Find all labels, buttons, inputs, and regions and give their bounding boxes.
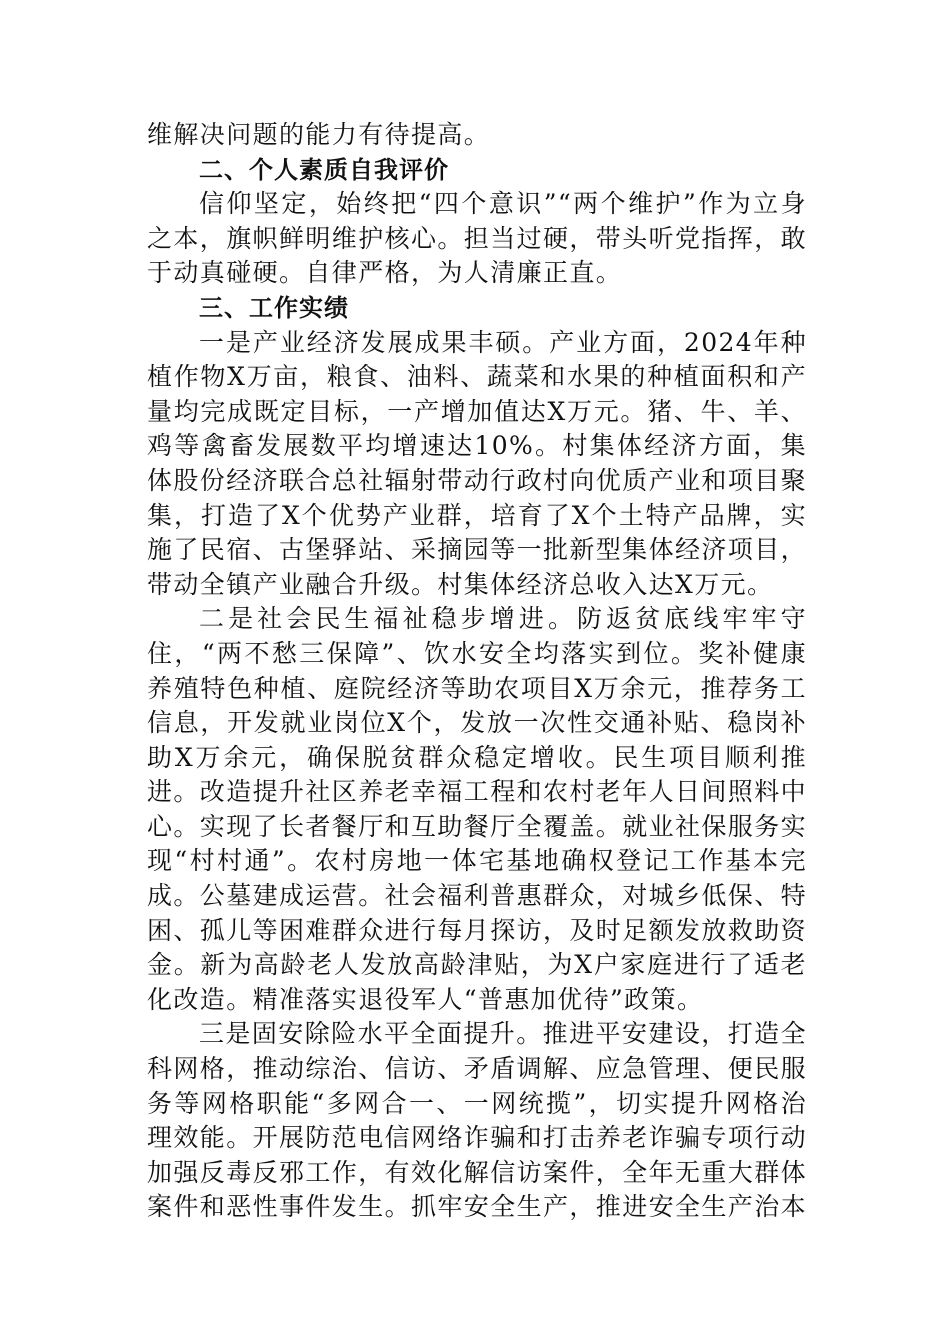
achievement-paragraph-safety: 三是固安除险水平全面提升。推进平安建设，打造全科网格，推动综治、信访、矛盾调解、应急管理、便民服务等网格职能“多网合一、一网统揽”，切实提升网格治理效能。开展防范电信网络诈骗和打击养老诈骗专项行动加强反毒反邪工作，有效化解信访案件，全年无重大群体案件和恶性事件发生。抓牢安全生产，推进安全生产治本 xyxy=(147,1019,808,1222)
self-evaluation-paragraph: 信仰坚定，始终把“四个意识”“两个维护”作为立身之本，旗帜鲜明维护核心。担当过硬，带头听党指挥，敢于动真碰硬。自律严格，为人清廉正直。 xyxy=(147,189,808,288)
document-page xyxy=(147,118,807,1225)
section-heading-self-evaluation: 二、个人素质自我评价 xyxy=(199,155,449,184)
achievement-paragraph-industry: 一是产业经济发展成果丰硕。产业方面，2024年种植作物X万亩，粮食、油料、蔬菜和水果的种植面积和产量均完成既定目标，一产增加值达X万元。猪、牛、羊、鸡等禽畜发展数平均增速达10%。村集体经济方面，集体股份经济联合总社辐射带动行政村向优质产业和项目聚集，打造了X个优势产业群，培育了X个土特产品牌，实施了民宿、古堡驿站、采摘园等一批新型集体经济项目，带动全镇产业融合升级。村集体经济总收入达X万元。 xyxy=(147,327,808,599)
section-heading-achievements: 三、工作实绩 xyxy=(199,293,349,322)
achievement-paragraph-livelihood: 二是社会民生福祉稳步增进。防返贫底线牢牢守住，“两不愁三保障”、饮水安全均落实到位。奖补健康养殖特色种植、庭院经济等助农项目X万余元，推荐务工信息，开发就业岗位X个，发放一次性交通补贴、稳岗补助X万余元，确保脱贫群众稳定增收。民生项目顺利推进。改造提升社区养老幸福工程和农村老年人日间照料中心。实现了长者餐厅和互助餐厅全覆盖。就业社保服务实现“村村通”。农村房地一体宅基地确权登记工作基本完成。公墓建成运营。社会福利普惠群众，对城乡低保、特困、孤儿等困难群众进行每月探访，及时足额发放救助资金。新为高龄老人发放高龄津贴，为X户家庭进行了适老化改造。精准落实退役军人“普惠加优待”政策。 xyxy=(147,604,808,1014)
continuation-paragraph: 维解决问题的能力有待提高。 xyxy=(147,120,491,149)
